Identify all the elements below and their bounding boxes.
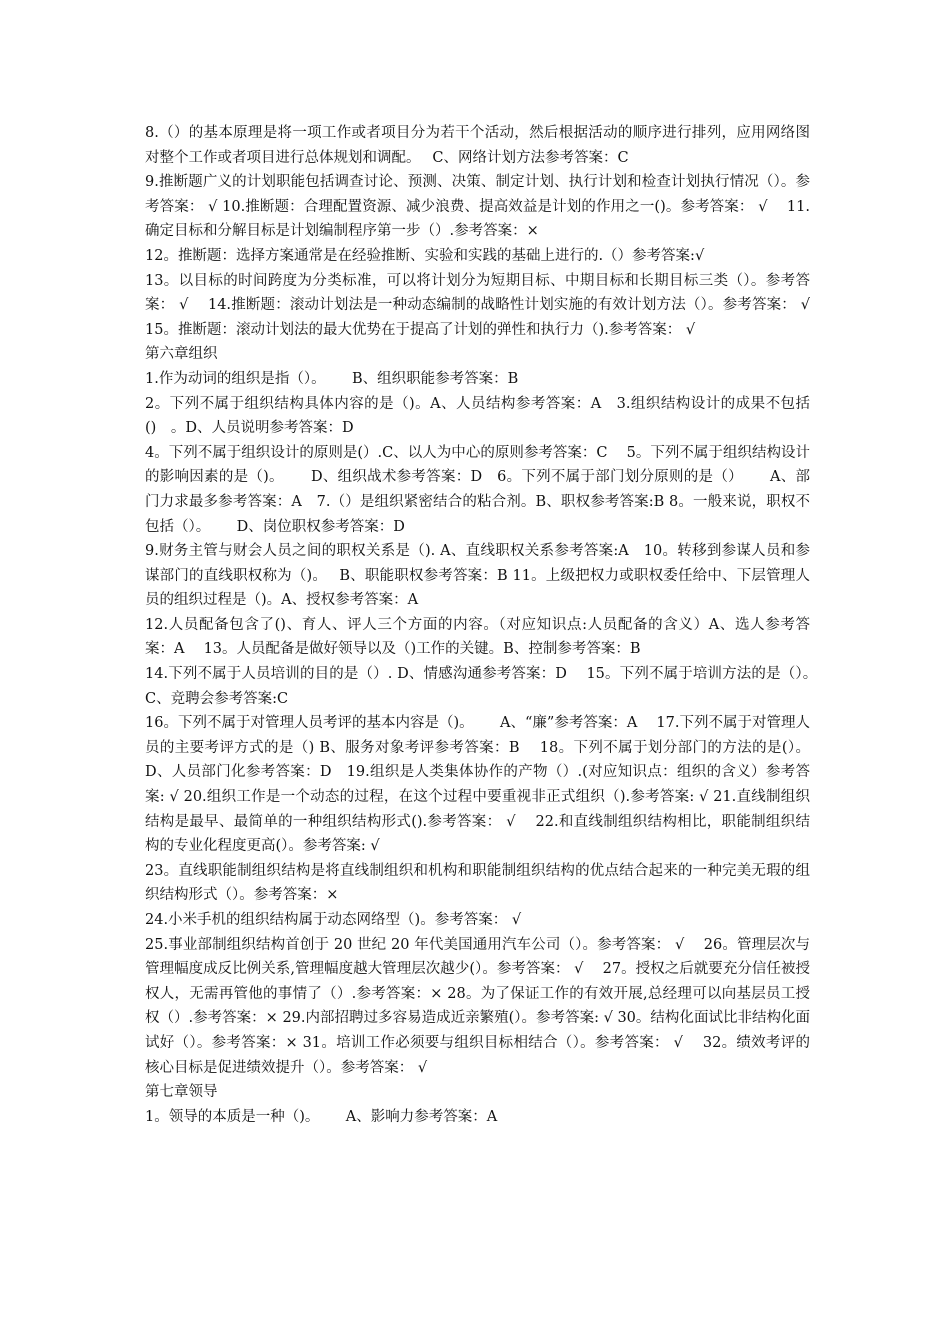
- ch7-question-1-paragraph: 1。领导的本质是一种（)。 A、影响力参考答案：A: [145, 1108, 498, 1125]
- chapter-7-heading: 第七章领导: [145, 1084, 218, 1101]
- ch6-question-23-paragraph: 23。直线职能制组织结构是将直线制组织和机构和职能制组织结构的优点结合起来的一种完美无瑕的组织结构形式（）。参考答案：×: [145, 862, 810, 904]
- ch6-question-1-paragraph: 1.作为动词的组织是指（）。 B、组织职能参考答案：B: [145, 370, 519, 387]
- questions-9-11-paragraph: 9.推断题广义的计划职能包括调查讨论、预测、决策、制定计划、执行计划和检查计划执行情况（）。参考答案： √ 10.推断题：合理配置资源、减少浪费、提高效益是计划的作用之一()。参考答案： √ 11.确定目标和分解目标是计划编制程序第一步（）.参考答案：×: [145, 174, 810, 240]
- questions-13-15-paragraph: 13。以目标的时间跨度为分类标准，可以将计划分为短期目标、中期目标和长期目标三类（）。参考答案： √ 14.推断题：滚动计划法是一种动态编制的战略性计划实施的有效计划方法（）。参考答案： √ 15。推断题：滚动计划法的最大优势在于提高了计划的弹性和执行力（).参考答案： √: [145, 272, 830, 338]
- chapter-6-heading: 第六章组织: [145, 346, 218, 363]
- ch6-questions-9-11-paragraph: 9.财务主管与财会人员之间的职权关系是（). A、直线职权关系参考答案:A 10。转移到参谋人员和参谋部门的直线职权称为（)。 B、职能职权参考答案：B 11。上级把权力或职权委任给中、下层管理人员的组织过程是（)。A、授权参考答案：A: [145, 543, 810, 609]
- ch6-questions-25-32-paragraph: 25.事业部制组织结构首创于 20 世纪 20 年代美国通用汽车公司（）。参考答案： √ 26。管理层次与管理幅度成反比例关系,管理幅度越大管理层次越少(）。参考答案： √ 27。授权之后就要充分信任被授权人，无需再管他的事情了（）.参考答案：× 28。为了保证工作的有效开展,总经理可以向基层员工授权（）.参考答案：× 29.内部招聘过多容易造成近亲繁殖(）。参考答案: √ 30。结构化面试比非结构化面试好（）。参考答案：× 31。培训工作必须要与组织目标相结合（）。参考答案： √ 32。绩效考评的核心目标是促进绩效提升（）。参考答案： √: [145, 936, 810, 1076]
- ch6-questions-16-22-paragraph: 16。下列不属于对管理人员考评的基本内容是（)。 A、“廉”参考答案：A 17.下列不属于对管理人员的主要考评方式的是（) B、服务对象考评参考答案：B 18。下列不属于划分部门的方法的是(）。D、人员部门化参考答案：D 19.组织是人类集体协作的产物（）.(对应知识点：组织的含义）参考答案: √ 20.组织工作是一个动态的过程，在这个过程中要重视非正式组织（).参考答案: √ 21.直线制组织结构是最早、最简单的一种组织结构形式().参考答案： √ 22.和直线制组织结构相比，职能制组织结构的专业化程度更高(）。参考答案: √: [145, 715, 810, 855]
- question-8-paragraph: 8.（）的基本原理是将一项工作或者项目分为若干个活动，然后根据活动的顺序进行排列，应用网络图对整个工作或者项目进行总体规划和调配。 C、网络计划方法参考答案：C: [145, 125, 810, 166]
- document-page: [145, 121, 839, 1129]
- ch6-questions-2-3-paragraph: 2。下列不属于组织结构具体内容的是（)。A、人员结构参考答案：A 3.组织结构设计的成果不包括() 。D、人员说明参考答案：D: [145, 395, 810, 437]
- ch6-questions-4-8-paragraph: 4。下列不属于组织设计的原则是(）.C、以人为中心的原则参考答案：C 5。下列不属于组织结构设计的影响因素的是（)。 D、组织战术参考答案：D 6。下列不属于部门划分原则的是（） A、部门力求最多参考答案：A 7.（）是组织紧密结合的粘合剂。B、职权参考答案:B 8。一般来说，职权不包括（）。 D、岗位职权参考答案：D: [145, 444, 810, 535]
- ch6-questions-14-15-paragraph: 14.下列不属于人员培训的目的是（）. D、情感沟通参考答案：D 15。下列不属于培训方法的是（）。 C、竞聘会参考答案:C: [145, 666, 839, 707]
- ch6-questions-12-13-paragraph: 12.人员配备包含了()、育人、评人三个方面的内容。（对应知识点:人员配备的含义）A、选人参考答案：A 13。人员配备是做好领导以及（)工作的关键。B、控制参考答案：B: [145, 616, 810, 658]
- ch6-question-24-paragraph: 24.小米手机的组织结构属于动态网络型（)。参考答案： √: [145, 912, 522, 928]
- question-12-paragraph: 12。推断题：选择方案通常是在经验推断、实验和实践的基础上进行的.（）参考答案:√: [145, 247, 705, 264]
